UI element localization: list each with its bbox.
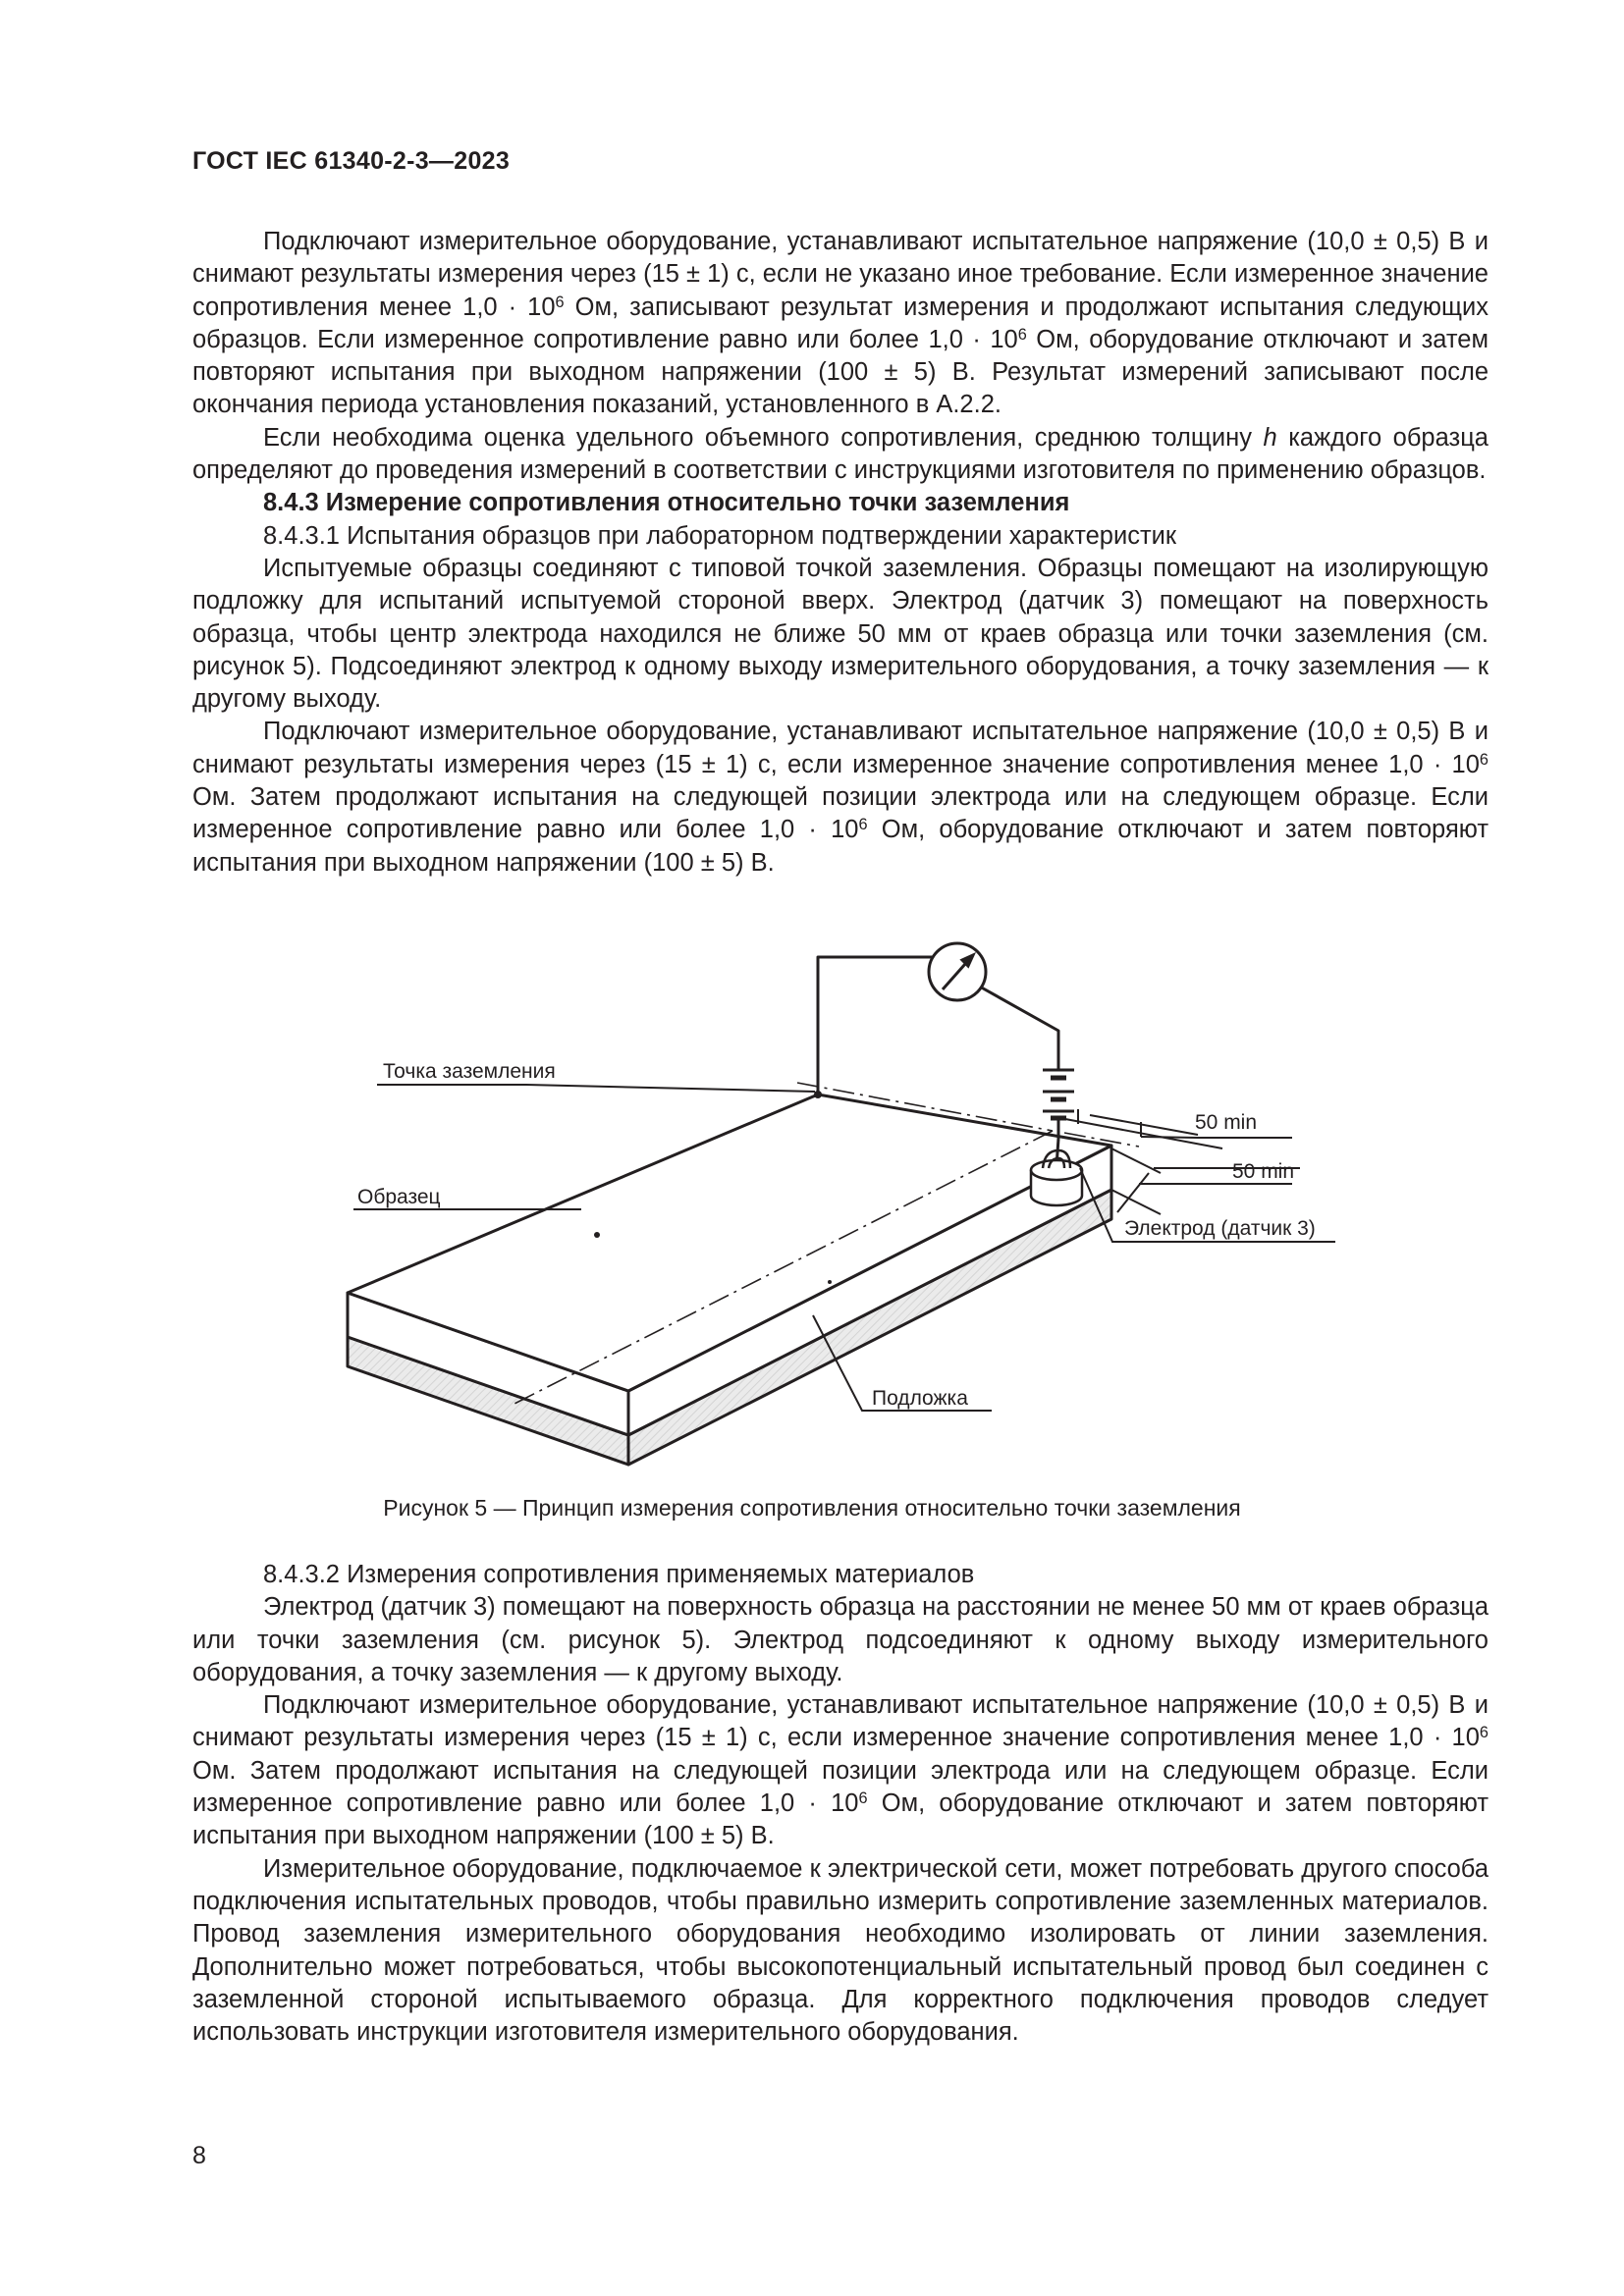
subsection-heading: 8.4.3.2 Измерения сопротивления применяемых материалов (263, 1561, 975, 1588)
subsection-heading: 8.4.3.1 Испытания образцов при лабораторном подтверждении характеристик (263, 521, 1177, 550)
label-electrode: Электрод (датчик 3) (1124, 1217, 1316, 1240)
paragraph: Испытуемые образцы соединяют с типовой точкой заземления. Образцы помещают на изолирующую подложку для испытаний испытуемой стороной вверх. Электрод (датчик 3) помещают на поверхность образца, чтобы центр электрода находился не ближе 50 мм от краев образца или точки заземления (см. рисунок 5). Подсоединяют электрод к одному выходу измерительного оборудования, а точку заземления — к другому выходу. (192, 554, 1489, 714)
page-number: 8 (192, 2142, 206, 2169)
label-sample: Образец (357, 1186, 441, 1208)
section-8-4-3-2 (192, 1559, 1489, 2049)
ground-point-marker (814, 1091, 822, 1098)
paragraph: Если необходима оценка удельного объемного сопротивления, среднюю толщину h каждого образца определяют до проведения измерений в соответствии с инструкциями изготовителя по применению образцов. (192, 423, 1489, 485)
standard-header: ГОСТ IEC 61340-2-3—2023 (192, 147, 511, 175)
label-substrate: Подложка (872, 1387, 968, 1410)
label-distance-1: 50 min (1195, 1111, 1258, 1134)
sample-point-marker (594, 1232, 600, 1238)
figure-caption: Рисунок 5 — Принцип измерения сопротивления относительно точки заземления (383, 1495, 1241, 1521)
paragraph: Подключают измерительное оборудование, устанавливают испытательное напряжение (10,0 ± 0,5) В и снимают результаты измерения через (15 ± 1) с, если измеренное значение сопротивления менее $1,0 \cdot 10^6$ Ом. Затем продолжают испытания на следующей позиции электрода или на следующем образце. Если измеренное сопротивление равно или более $1,0 \cdot 10^6$ Ом, оборудование отключают и затем повторяют испытания при выходном напряжении (100 ± 5) В. (192, 1691, 1489, 1850)
paragraph: Электрод (датчик 3) помещают на поверхность образца на расстоянии не менее 50 мм от краев образца или точки заземления (см. рисунок 5). Электрод подсоединяют к одному выходу измерительного оборудования, а точку заземления — к другому выходу. (192, 1593, 1489, 1686)
label-distance-2: 50 min (1232, 1160, 1295, 1183)
label-ground-point: Точка заземления (383, 1060, 556, 1083)
measurement-setup-drawing (334, 923, 1375, 1492)
battery-icon (1043, 1070, 1074, 1118)
figure-5-diagram (334, 923, 1375, 1492)
paragraph: Подключают измерительное оборудование, устанавливают испытательное напряжение (10,0 ± 0,5) В и снимают результаты измерения через (15 ± 1) с, если измеренное значение сопротивления менее $1,0 \cdot 10^6$ Ом. Затем продолжают испытания на следующей позиции электрода или на следующем образце. Если измеренное сопротивление равно или более $1,0 \cdot 10^6$ Ом, оборудование отключают и затем повторяют испытания при выходном напряжении (100 ± 5) В. (192, 718, 1489, 877)
paragraph: Подключают измерительное оборудование, устанавливают испытательное напряжение (10,0 ± 0,5) В и снимают результаты измерения через (15 ± 1) с, если не указано иное требование. Если измеренное значение сопротивления менее $1,0 \cdot 10^6$ Ом, записывают результат измерения и продолжают испытания следующих образцов. Если измеренное сопротивление равно или более $1,0 \cdot 10^6$ Ом, оборудование отключают и затем повторяют испытания при выходном напряжении (100 ± 5) В. Результат измерений записывают после окончания периода установления показаний, установленного в А.2.2. (192, 228, 1489, 419)
paragraph: Измерительное оборудование, подключаемое к электрической сети, может потребовать другого способа подключения испытательных проводов, чтобы правильно измерить сопротивление заземленных материалов. Провод заземления измерительного оборудования необходимо изолировать от линии заземления. Дополнительно может потребоваться, чтобы высокопотенциальный испытательный провод был соединен с заземленной стороной испытываемого образца. Для корректного подключения проводов следует использовать инструкции изготовителя измерительного оборудования. (192, 1854, 1489, 2047)
section-8-4-2-continuation (192, 226, 1489, 880)
section-heading: 8.4.3 Измерение сопротивления относительно точки заземления (263, 489, 1070, 517)
electrode-wire (978, 986, 1058, 1070)
meter-icon (929, 943, 986, 1000)
